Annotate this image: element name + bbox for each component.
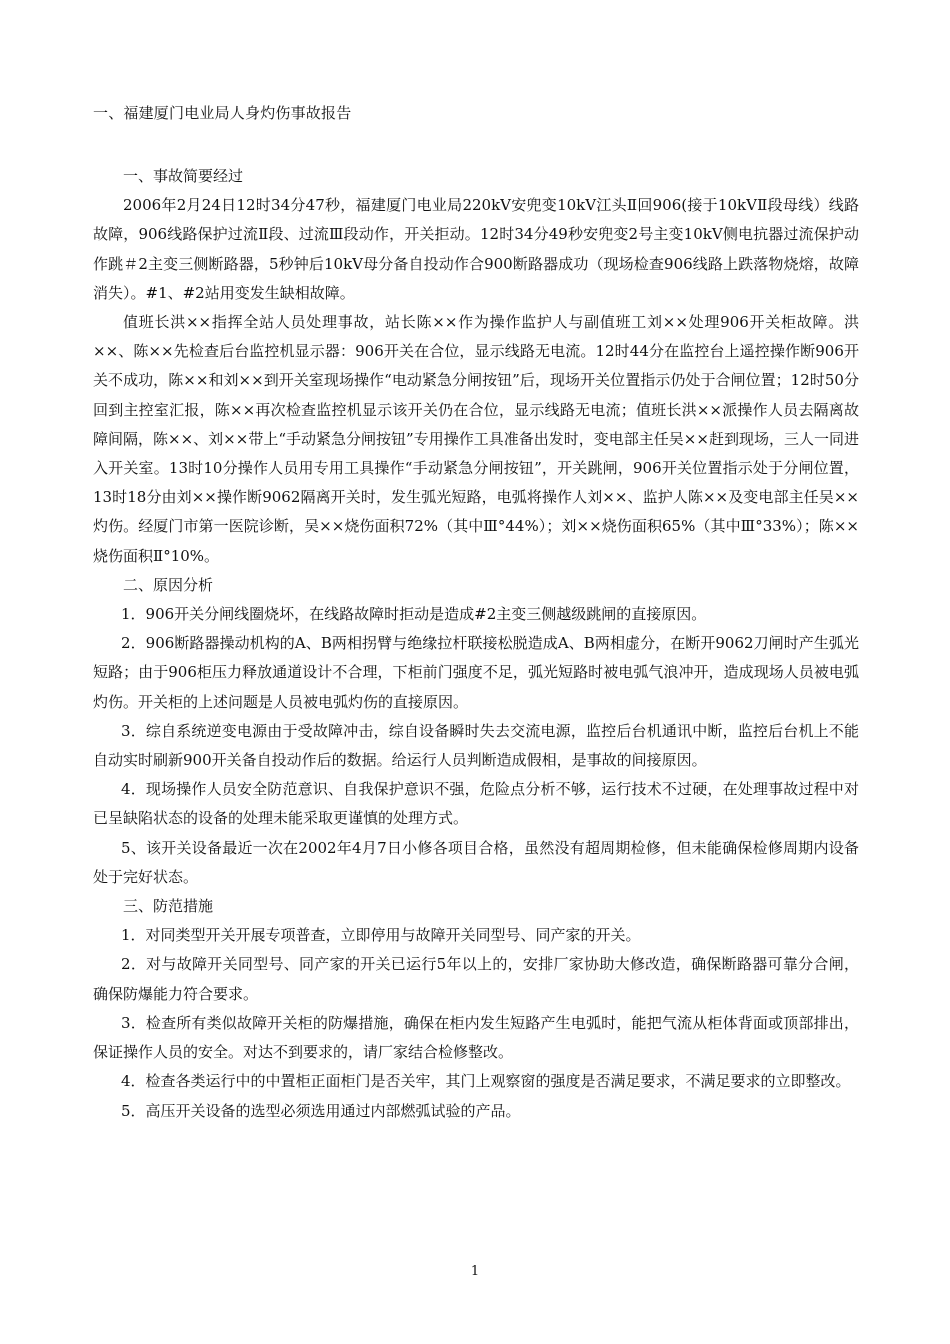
list-item: 5、该开关设备最近一次在2002年4月7日小修各项目合格，虽然没有超周期检修，但未能确保检修周期内设备处于完好状态。	[93, 838, 859, 886]
document-body	[93, 162, 859, 1126]
section-heading-prevention: 三、防范措施	[123, 897, 214, 916]
list-item: 5．高压开关设备的选型必须选用通过内部燃弧试验的产品。	[121, 1101, 521, 1120]
paragraph: 值班长洪××指挥全站人员处理事故，站长陈××作为操作监护人与副值班工刘××处理906开关柜故障。洪××、陈××先检查后台监控机显示器：906开关在合位，显示线路无电流。12时44分在监控台上遥控操作断906开关不成功，陈××和刘××到开关室现场操作“电动紧急分闸按钮”后，现场开关位置指示仍处于合闸位置；12时50分回到主控室汇报，陈××再次检查监控机显示该开关仍在合位，显示线路无电流；值班长洪××派操作人员去隔离故障间隔，陈××、刘××带上“手动紧急分闸按钮”专用操作工具准备出发时，变电部主任吴××赶到现场，三人一同进入开关室。13时10分操作人员用专用工具操作“手动紧急分闸按钮”，开关跳闸，906开关位置指示处于分闸位置，13时18分由刘××操作断9062隔离开关时，发生弧光短路，电弧将操作人刘××、监护人陈××及变电部主任吴××灼伤。经厦门市第一医院诊断，吴××烧伤面积72%（其中Ⅲ°44%）；刘××烧伤面积65%（其中Ⅲ°33%）；陈××烧伤面积Ⅱ°10%。	[93, 313, 859, 565]
paragraph: 2006年2月24日12时34分47秒，福建厦门电业局220kV安兜变10kV江头Ⅱ回906(接于10kVⅡ段母线）线路故障，906线路保护过流Ⅱ段、过流Ⅲ段动作，开关拒动。12时34分49秒安兜变2号主变10kV侧电抗器过流保护动作跳＃2主变三侧断路器，5秒钟后10kV母分备自投动作合900断路器成功（现场检查906线路上跌落物烧熔，故障消失）。#1、#2站用变发生缺相故障。	[93, 196, 859, 302]
section-heading-accident: 一、事故简要经过	[123, 167, 244, 185]
list-item: 2．对与故障开关同型号、同产家的开关已运行5年以上的，安排厂家协助大修改造，确保断路器可靠分合闸，确保防爆能力符合要求。	[93, 955, 859, 1003]
list-item: 1．906开关分闸线圈烧坏，在线路故障时拒动是造成#2主变三侧越级跳闸的直接原因。	[121, 605, 707, 624]
list-item: 1．对同类型开关开展专项普查，立即停用与故障开关同型号、同产家的开关。	[121, 926, 641, 945]
page-number: 1	[470, 1264, 480, 1279]
list-item: 3．检查所有类似故障开关柜的防爆措施，确保在柜内发生短路产生电弧时，能把气流从柜体背面或顶部排出，保证操作人员的安全。对达不到要求的，请厂家结合检修整改。	[93, 1013, 859, 1062]
list-item: 2．906断路器操动机构的A、B两相拐臂与绝缘拉杆联接松脱造成A、B两相虚分，在断开9062刀闸时产生弧光短路；由于906柜压力释放通道设计不合理，下柜前门强度不足，弧光短路时被电弧气浪冲开，造成现场人员被电弧灼伤。开关柜的上述问题是人员被电弧灼伤的直接原因。	[93, 634, 859, 711]
document-title: 一、福建厦门电业局人身灼伤事故报告	[93, 104, 352, 122]
list-item: 3．综自系统逆变电源由于受故障冲击，综自设备瞬时失去交流电源，监控后台机通讯中断，监控后台机上不能自动实时刷新900开关备自投动作后的数据。给运行人员判断造成假相，是事故的间接原因。	[93, 721, 859, 770]
list-item: 4．现场操作人员安全防范意识、自我保护意识不强，危险点分析不够，运行技术不过硬，在处理事故过程中对已呈缺陷状态的设备的处理未能采取更谨慎的处理方式。	[93, 780, 859, 828]
section-heading-cause: 二、原因分析	[123, 575, 214, 594]
list-item: 4．检查各类运行中的中置柜正面柜门是否关牢，其门上观察窗的强度是否满足要求，不满足要求的立即整改。	[121, 1072, 851, 1091]
